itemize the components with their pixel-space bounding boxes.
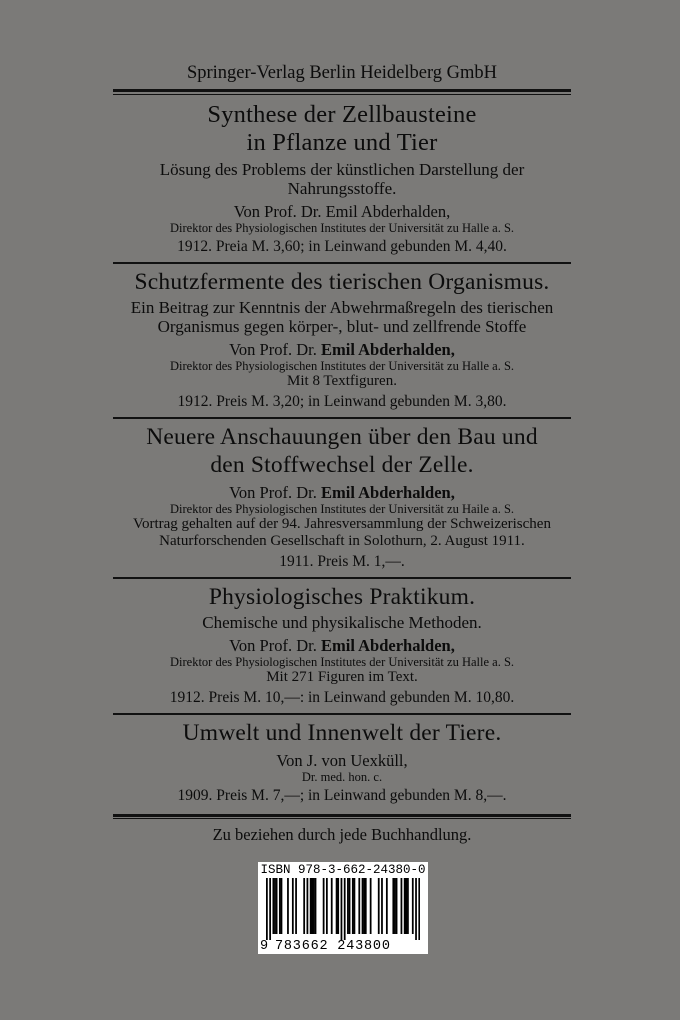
barcode-bar — [365, 878, 367, 934]
author-name: Emil Abderhalden — [325, 201, 447, 221]
barcode-bar — [418, 878, 420, 940]
section-rule — [113, 713, 571, 715]
book-author: Von Prof. Dr. Emil Abderhalden, — [229, 635, 455, 655]
barcode-bar — [347, 878, 349, 934]
barcode-bar — [331, 878, 333, 934]
book-note: Naturforschenden Gesellschaft in Solothurn, 2. August 1911. — [159, 532, 525, 549]
barcode-bar — [315, 878, 317, 934]
author-position: Direktor des Physiologischen Institutes der Universität zu Haile a. S. — [169, 501, 515, 516]
book-author: Von Prof. Dr. Emil Abderhalden, — [229, 339, 455, 359]
barcode-bar — [279, 878, 281, 934]
barcode-bar — [311, 878, 313, 934]
book-note: Mit 8 Textfiguren. — [287, 372, 397, 389]
book-note: Mit 271 Figuren im Text. — [266, 668, 418, 685]
book-title-line: in Pflanze und Tier — [246, 128, 438, 156]
barcode-bar — [354, 878, 356, 934]
barcode-bar — [362, 878, 364, 934]
book-author: Von Prof. Dr. Emil Abderhalden, — [233, 201, 451, 221]
barcode-bar — [276, 878, 278, 934]
barcode-bar — [363, 878, 365, 934]
book-subtitle-line: Ein Beitrag zur Kenntnis der Abwehrmaßregeln des tierischen — [130, 297, 554, 317]
barcode-bar — [412, 878, 414, 934]
book-title-line: Neuere Anschauungen über den Bau und — [146, 423, 538, 450]
barcode-bar — [287, 878, 289, 934]
barcode-bar — [274, 878, 276, 934]
book-listing-5 — [113, 719, 571, 805]
double-rule — [113, 814, 571, 820]
book-author: Von J. von Uexküll, — [276, 750, 408, 770]
barcode-bar — [295, 878, 297, 934]
barcode-bar — [370, 878, 372, 934]
barcode-bar — [344, 878, 346, 940]
barcode-bar — [292, 878, 294, 934]
barcode-bar — [336, 878, 338, 934]
barcode-bar — [307, 878, 309, 934]
footer-note: Zu beziehen durch jede Buchhandlung. — [212, 825, 472, 844]
barcode-bar — [323, 878, 325, 934]
book-subtitle-line: Nahrungsstoffe. — [287, 178, 397, 198]
book-listing-3 — [113, 423, 571, 571]
book-subtitle-line: Chemische und physikalische Methoden. — [202, 612, 482, 632]
book-price: 1912. Preia M. 3,60; in Leinwand gebunden M. 4,40. — [177, 237, 507, 255]
barcode-bar — [337, 878, 339, 934]
author-name: J. von Uexküll, — [306, 750, 408, 770]
barcode-bar — [266, 878, 268, 940]
section-rule — [113, 577, 571, 579]
barcode-first-digit: 9 — [260, 939, 269, 954]
book-listing-1 — [113, 101, 571, 256]
barcode-bar — [401, 878, 403, 934]
barcode-bar — [407, 878, 409, 934]
barcode-bar — [352, 878, 354, 934]
publisher-name: Springer-Verlag Berlin Heidelberg GmbH — [186, 63, 498, 83]
barcode-bar — [341, 878, 343, 940]
barcode-bar — [326, 878, 328, 934]
barcode-bar — [272, 878, 274, 934]
book-price: 1912. Preis M. 10,—: in Leinwand gebunden M. 10,80. — [169, 688, 515, 706]
barcode-bar — [404, 878, 406, 934]
barcode-bar — [392, 878, 394, 934]
book-title-line: Synthese der Zellbausteine — [207, 100, 477, 128]
book-title-line: Physiologisches Praktikum. — [208, 583, 476, 610]
book-title-line: den Stoffwechsel der Zelle. — [210, 451, 474, 478]
barcode-bar — [313, 878, 315, 934]
book-title-line: Schutzfermente des tierischen Organismus. — [134, 268, 550, 295]
section-rule — [113, 262, 571, 264]
book-subtitle-line: Lösung des Problems der künstlichen Darstellung der — [159, 159, 525, 179]
book-subtitle-line: Organismus gegen körper-, blut- und zellfrende Stoffe — [157, 316, 527, 336]
section-rule — [113, 417, 571, 419]
barcode-bar — [303, 878, 305, 934]
author-position: Dr. med. hon. c. — [301, 769, 383, 784]
book-price: 1909. Preis M. 7,—; in Leinwand gebunden M. 8,—. — [177, 786, 507, 804]
author-name: Emil Abderhalden, — [320, 339, 455, 359]
barcode-bar — [415, 878, 417, 940]
isbn-label: ISBN 978-3-662-24380-0 — [260, 863, 426, 877]
barcode-bar — [386, 878, 388, 934]
barcode-bar — [349, 878, 351, 934]
book-advertisement — [113, 62, 571, 845]
author-name: Emil Abderhalden, — [320, 635, 455, 655]
book-title-line: Umwelt und Innenwelt der Tiere. — [182, 719, 502, 746]
barcode-bar — [358, 878, 360, 934]
isbn-barcode — [258, 862, 428, 954]
book-listing-4 — [113, 583, 571, 707]
barcode-bar — [310, 878, 312, 934]
barcode-bar — [378, 878, 380, 934]
book-price: 1911. Preis M. 1,—. — [279, 552, 405, 570]
barcode-bar — [381, 878, 383, 934]
author-position: Direktor des Physiologischen Institutes der Universität zu Halle a. S. — [169, 358, 515, 373]
book-author: Von Prof. Dr. Emil Abderhalden, — [229, 482, 455, 502]
book-note: Vortrag gehalten auf der 94. Jahresversammlung der Schweizerischen — [133, 515, 551, 532]
author-position: Direktor des Physiologischen Institutes der Universität zu Halle a. S. — [169, 654, 515, 669]
book-listing-2 — [113, 268, 571, 411]
author-name: Emil Abderhalden, — [320, 482, 455, 502]
barcode-digit-groups: 783662 243800 — [275, 939, 391, 954]
barcode-bar — [394, 878, 396, 934]
barcode-bar — [405, 878, 407, 934]
book-price: 1912. Preis M. 3,20; in Leinwand gebunden M. 3,80. — [177, 392, 507, 410]
barcode-bars — [266, 878, 420, 940]
barcode-bar — [281, 878, 283, 934]
barcode-bar — [396, 878, 398, 934]
author-position: Direktor des Physiologischen Institutes der Universität zu Halle a. S. — [169, 220, 515, 235]
barcode-bar — [269, 878, 271, 940]
double-rule — [113, 89, 571, 95]
